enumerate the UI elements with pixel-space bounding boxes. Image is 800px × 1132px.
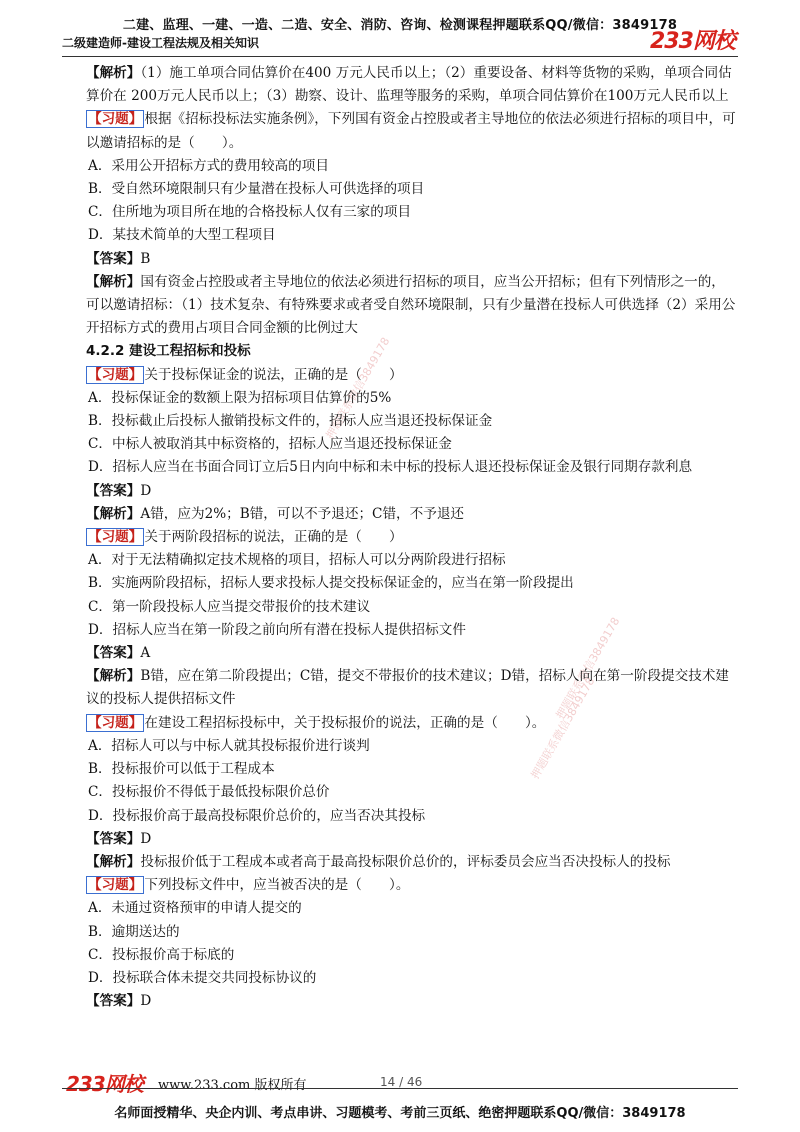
header-divider: [62, 56, 738, 57]
answer-line: [86, 480, 738, 503]
answer-tag: 【答案】: [86, 250, 141, 267]
answer-tag: 【答案】: [86, 993, 141, 1010]
option-d: D．招标人应当在书面合同订立后5日内向中标和未中标的投标人退还投标保证金及银行同期存款利息: [88, 459, 693, 476]
answer-tag: 【答案】: [86, 645, 141, 662]
analysis-paragraph: [86, 62, 738, 108]
option-b: B．投标截止后投标人撤销投标文件的，招标人应当退还投标保证金: [88, 413, 493, 430]
option-c: C．投标报价不得低于最低投标限价总价: [88, 784, 330, 801]
answer-value: B: [140, 250, 151, 267]
document-body: [86, 62, 738, 1013]
question-stem: [86, 526, 738, 549]
analysis-paragraph: [86, 503, 738, 526]
question-text: 关于两阶段招标的说法，正确的是（ ）: [144, 529, 403, 546]
question-stem: [86, 108, 738, 154]
analysis-tag: 【解析】: [86, 505, 141, 522]
footer-promo-line: 名师面授精华、央企内训、考点串讲、习题模考、考前三页纸、绝密押题联系QQ/微信：3849178: [114, 1106, 686, 1121]
option-c: C．住所地为项目所在地的合格投标人仅有三家的项目: [88, 204, 412, 221]
answer-line: [86, 990, 738, 1013]
analysis-text: B错，应在第二阶段提出；C错，提交不带报价的技术建议；D错，招标人向在第一阶段提交技术建议的投标人提供招标文件: [86, 668, 730, 708]
answer-value: D: [140, 830, 152, 847]
answer-tag: 【答案】: [86, 482, 141, 499]
watermark: 押题联系微信3849178: [528, 675, 598, 782]
option-a: A．采用公开招标方式的费用较高的项目: [88, 157, 329, 174]
analysis-tag: 【解析】: [86, 273, 141, 290]
analysis-text: 投标报价低于工程成本或者高于最高投标限价总价的，评标委员会应当否决投标人的投标: [140, 853, 671, 870]
analysis-tag: 【解析】: [86, 853, 141, 870]
analysis-tag: 【解析】: [86, 668, 141, 685]
option-a: A．未通过资格预审的申请人提交的: [88, 900, 302, 917]
question-stem: [86, 874, 738, 897]
analysis-text: （1）施工单项合同估算价在400 万元人民币以上；（2）重要设备、材料等货物的采购，单项合同估算价在 200万元人民币以上；（3）勘察、设计、监理等服务的采购，单项合同估算价在100万元人民币以上: [86, 65, 732, 105]
question-stem: [86, 712, 738, 735]
answer-value: D: [140, 482, 152, 499]
watermark: 押题联系微信3849178: [323, 335, 393, 442]
answer-line: [86, 642, 738, 665]
footer-divider: [62, 1088, 738, 1089]
analysis-text: A错，应为2%；B错，可以不予退还；C错，不予退还: [140, 505, 465, 522]
answer-tag: 【答案】: [86, 830, 141, 847]
question-text: 在建设工程招标投标中，关于投标报价的说法，正确的是（ ）。: [144, 714, 546, 731]
option-b: B．实施两阶段招标，招标人要求投标人提交投标保证金的，应当在第一阶段提出: [88, 575, 574, 592]
analysis-paragraph: [86, 665, 738, 711]
exercise-tag: 【习题】: [88, 111, 143, 128]
option-d: D．某技术简单的大型工程项目: [88, 227, 276, 244]
analysis-paragraph: [86, 271, 738, 341]
question-text: 关于投标保证金的说法，正确的是（ ）: [144, 366, 403, 383]
section-title: 4.2.2 建设工程招标和投标: [86, 343, 251, 360]
exercise-tag: 【习题】: [88, 366, 143, 383]
option-a: A．招标人可以与中标人就其投标报价进行谈判: [88, 737, 370, 754]
option-c: C．第一阶段投标人应当提交带报价的技术建议: [88, 598, 371, 615]
brand-logo: 233网校: [650, 29, 735, 54]
question-text: 根据《招标投标法实施条例》，下列国有资金占控股或者主导地位的依法必须进行招标的项目中，可以邀请招标的是（ ）。: [86, 111, 736, 151]
option-a: A．投标保证金的数额上限为招标项目估算价的5%: [88, 389, 392, 406]
answer-value: D: [140, 993, 152, 1010]
option-a: A．对于无法精确拟定技术规格的项目，招标人可以分两阶段进行招标: [88, 552, 506, 569]
question-text: 下列投标文件中，应当被否决的是（ ）。: [144, 877, 410, 894]
analysis-tag: 【解析】: [86, 65, 141, 81]
exercise-tag: 【习题】: [88, 529, 143, 546]
option-d: D．投标联合体未提交共同投标协议的: [88, 969, 317, 986]
footer-logo: 233网校: [66, 1072, 143, 1096]
option-b: B．受自然环境限制只有少量潜在投标人可供选择的项目: [88, 181, 425, 198]
page-number: 14 / 46: [380, 1075, 423, 1089]
option-b: B．投标报价可以低于工程成本: [88, 761, 275, 778]
header-subtitle: 二级建造师-建设工程法规及相关知识: [62, 36, 259, 50]
analysis-text: 国有资金占控股或者主导地位的依法必须进行招标的项目，应当公开招标；但有下列情形之一的，可以邀请招标：（1）技术复杂、有特殊要求或者受自然环境限制，只有少量潜在投标人可供选择（2）采用公开招标方式的费用占项目合同金额的比例过大: [86, 273, 736, 337]
watermark: 押题联系微信3849178: [553, 615, 623, 722]
answer-line: [86, 248, 738, 271]
option-c: C．投标报价高于标底的: [88, 946, 235, 963]
answer-value: A: [140, 645, 151, 662]
option-c: C．中标人被取消其中标资格的，招标人应当退还投标保证金: [88, 436, 452, 453]
option-b: B．逾期送达的: [88, 923, 180, 940]
exercise-tag: 【习题】: [88, 714, 143, 731]
analysis-paragraph: [86, 851, 738, 874]
question-stem: [86, 364, 738, 387]
option-d: D．招标人应当在第一阶段之前向所有潜在投标人提供招标文件: [88, 621, 466, 638]
option-d: D．投标报价高于最高投标限价总价的，应当否决其投标: [88, 807, 426, 824]
exercise-tag: 【习题】: [88, 877, 143, 894]
footer-site-text: www.233.com 版权所有: [158, 1078, 307, 1093]
answer-line: [86, 828, 738, 851]
header-title-line: 二建、监理、一建、一造、二造、安全、消防、咨询、检测课程押题联系QQ/微信：3849178: [122, 18, 678, 33]
